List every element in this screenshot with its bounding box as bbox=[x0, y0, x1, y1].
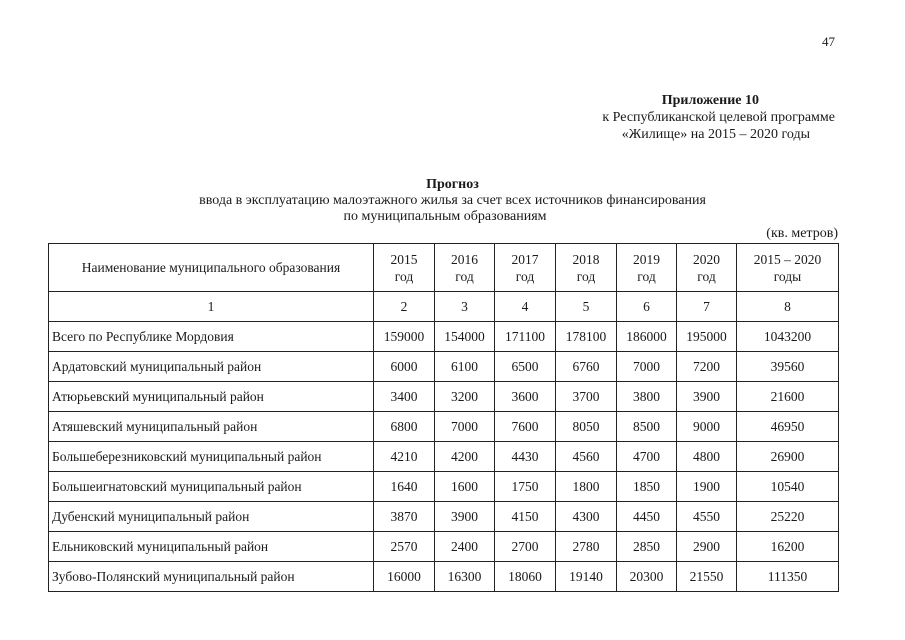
heading-line-1: ввода в эксплуатацию малоэтажного жилья за счет всех источников финансирования bbox=[199, 193, 706, 208]
header-year-unit: год bbox=[637, 268, 656, 284]
value-cell: 159000 bbox=[374, 322, 435, 352]
table-row bbox=[49, 472, 839, 502]
header-year: 2015 – 2020 bbox=[753, 251, 822, 267]
value-cell: 111350 bbox=[737, 562, 839, 592]
value-cell: 4700 bbox=[617, 442, 677, 472]
municipality-name: Атюрьевский муниципальный район bbox=[49, 382, 374, 412]
header-cell bbox=[737, 244, 839, 292]
header-cell bbox=[49, 244, 374, 292]
value-cell: 16300 bbox=[435, 562, 495, 592]
municipality-name: Атяшевский муниципальный район bbox=[49, 412, 374, 442]
header-year-unit: год bbox=[394, 268, 414, 284]
table-row bbox=[49, 442, 839, 472]
value-cell: 6100 bbox=[435, 352, 495, 382]
value-cell: 46950 bbox=[737, 412, 839, 442]
table-row bbox=[49, 352, 839, 382]
value-cell: 4200 bbox=[435, 442, 495, 472]
header-year: 2020 bbox=[693, 251, 720, 267]
header-cell bbox=[374, 244, 435, 292]
value-cell: 16000 bbox=[374, 562, 435, 592]
value-cell: 19140 bbox=[556, 562, 617, 592]
value-cell: 171100 bbox=[495, 322, 556, 352]
value-cell: 2570 bbox=[374, 532, 435, 562]
column-number: 1 bbox=[49, 292, 374, 322]
value-cell: 154000 bbox=[435, 322, 495, 352]
header-year: 2017 bbox=[511, 251, 539, 267]
column-number-row bbox=[49, 292, 839, 322]
value-cell: 2900 bbox=[677, 532, 737, 562]
value-cell: 1600 bbox=[435, 472, 495, 502]
value-cell: 1850 bbox=[617, 472, 677, 502]
column-number: 4 bbox=[495, 292, 556, 322]
heading-line-2: по муниципальным образованиям bbox=[343, 209, 547, 224]
value-cell: 6800 bbox=[374, 412, 435, 442]
table-row bbox=[49, 532, 839, 562]
municipality-name: Зубово-Полянский муниципальный район bbox=[49, 562, 374, 592]
value-cell: 3200 bbox=[435, 382, 495, 412]
header-year-unit: годы bbox=[773, 268, 802, 284]
units-label: (кв. метров) bbox=[766, 226, 838, 241]
header-year-unit: год bbox=[515, 268, 535, 284]
value-cell: 7000 bbox=[617, 352, 677, 382]
value-cell: 2780 bbox=[556, 532, 617, 562]
value-cell: 3400 bbox=[374, 382, 435, 412]
municipality-name: Всего по Республике Мордовия bbox=[49, 322, 374, 352]
value-cell: 4550 bbox=[677, 502, 737, 532]
header-year-unit: год bbox=[697, 268, 716, 284]
municipality-name: Большеигнатовский муниципальный район bbox=[49, 472, 374, 502]
value-cell: 3870 bbox=[374, 502, 435, 532]
municipality-name: Большеберезниковский муниципальный район bbox=[49, 442, 374, 472]
value-cell: 3600 bbox=[495, 382, 556, 412]
appendix-block bbox=[515, 92, 835, 143]
municipality-name: Ельниковский муниципальный район bbox=[49, 532, 374, 562]
value-cell: 2700 bbox=[495, 532, 556, 562]
value-cell: 4430 bbox=[495, 442, 556, 472]
value-cell: 3800 bbox=[617, 382, 677, 412]
value-cell: 3900 bbox=[677, 382, 737, 412]
value-cell: 1640 bbox=[374, 472, 435, 502]
forecast-table bbox=[48, 243, 839, 592]
header-year: 2016 bbox=[451, 251, 478, 267]
value-cell: 6760 bbox=[556, 352, 617, 382]
value-cell: 4210 bbox=[374, 442, 435, 472]
column-number: 2 bbox=[374, 292, 435, 322]
value-cell: 20300 bbox=[617, 562, 677, 592]
header-cell bbox=[617, 244, 677, 292]
municipality-name: Ардатовский муниципальный район bbox=[49, 352, 374, 382]
value-cell: 2850 bbox=[617, 532, 677, 562]
table-row bbox=[49, 562, 839, 592]
header-year-unit: год bbox=[576, 268, 596, 284]
header-year-unit: год bbox=[455, 268, 474, 284]
value-cell: 26900 bbox=[737, 442, 839, 472]
value-cell: 6000 bbox=[374, 352, 435, 382]
table-row bbox=[49, 322, 839, 352]
municipality-name: Дубенский муниципальный район bbox=[49, 502, 374, 532]
appendix-title: Приложение 10 bbox=[661, 93, 759, 108]
appendix-line-2: «Жилище» на 2015 – 2020 годы bbox=[621, 127, 810, 142]
header-cell bbox=[495, 244, 556, 292]
value-cell: 16200 bbox=[737, 532, 839, 562]
value-cell: 1900 bbox=[677, 472, 737, 502]
value-cell: 4560 bbox=[556, 442, 617, 472]
header-cell bbox=[435, 244, 495, 292]
value-cell: 18060 bbox=[495, 562, 556, 592]
value-cell: 1043200 bbox=[737, 322, 839, 352]
value-cell: 7200 bbox=[677, 352, 737, 382]
value-cell: 4450 bbox=[617, 502, 677, 532]
header-year: 2019 bbox=[633, 251, 660, 267]
table-row bbox=[49, 412, 839, 442]
header-year: 2018 bbox=[572, 251, 600, 267]
value-cell: 10540 bbox=[737, 472, 839, 502]
value-cell: 1800 bbox=[556, 472, 617, 502]
value-cell: 7000 bbox=[435, 412, 495, 442]
header-cell bbox=[556, 244, 617, 292]
value-cell: 4300 bbox=[556, 502, 617, 532]
value-cell: 21600 bbox=[737, 382, 839, 412]
header-text: Наименование муниципального образования bbox=[81, 260, 341, 275]
value-cell: 178100 bbox=[556, 322, 617, 352]
value-cell: 4150 bbox=[495, 502, 556, 532]
heading-title: Прогноз bbox=[426, 177, 479, 192]
header-cell bbox=[677, 244, 737, 292]
value-cell: 2400 bbox=[435, 532, 495, 562]
appendix-line-1: к Республиканской целевой программе bbox=[602, 110, 835, 125]
document-heading bbox=[0, 176, 905, 225]
value-cell: 8050 bbox=[556, 412, 617, 442]
header-row bbox=[49, 244, 839, 292]
value-cell: 9000 bbox=[677, 412, 737, 442]
value-cell: 3700 bbox=[556, 382, 617, 412]
value-cell: 195000 bbox=[677, 322, 737, 352]
column-number: 7 bbox=[677, 292, 737, 322]
value-cell: 39560 bbox=[737, 352, 839, 382]
header-year: 2015 bbox=[390, 251, 418, 267]
value-cell: 1750 bbox=[495, 472, 556, 502]
value-cell: 21550 bbox=[677, 562, 737, 592]
value-cell: 8500 bbox=[617, 412, 677, 442]
column-number: 8 bbox=[737, 292, 839, 322]
column-number: 5 bbox=[556, 292, 617, 322]
table-row bbox=[49, 502, 839, 532]
value-cell: 7600 bbox=[495, 412, 556, 442]
value-cell: 6500 bbox=[495, 352, 556, 382]
value-cell: 25220 bbox=[737, 502, 839, 532]
table-row bbox=[49, 382, 839, 412]
value-cell: 186000 bbox=[617, 322, 677, 352]
page-number: 47 bbox=[822, 34, 835, 49]
column-number: 3 bbox=[435, 292, 495, 322]
value-cell: 3900 bbox=[435, 502, 495, 532]
column-number: 6 bbox=[617, 292, 677, 322]
value-cell: 4800 bbox=[677, 442, 737, 472]
